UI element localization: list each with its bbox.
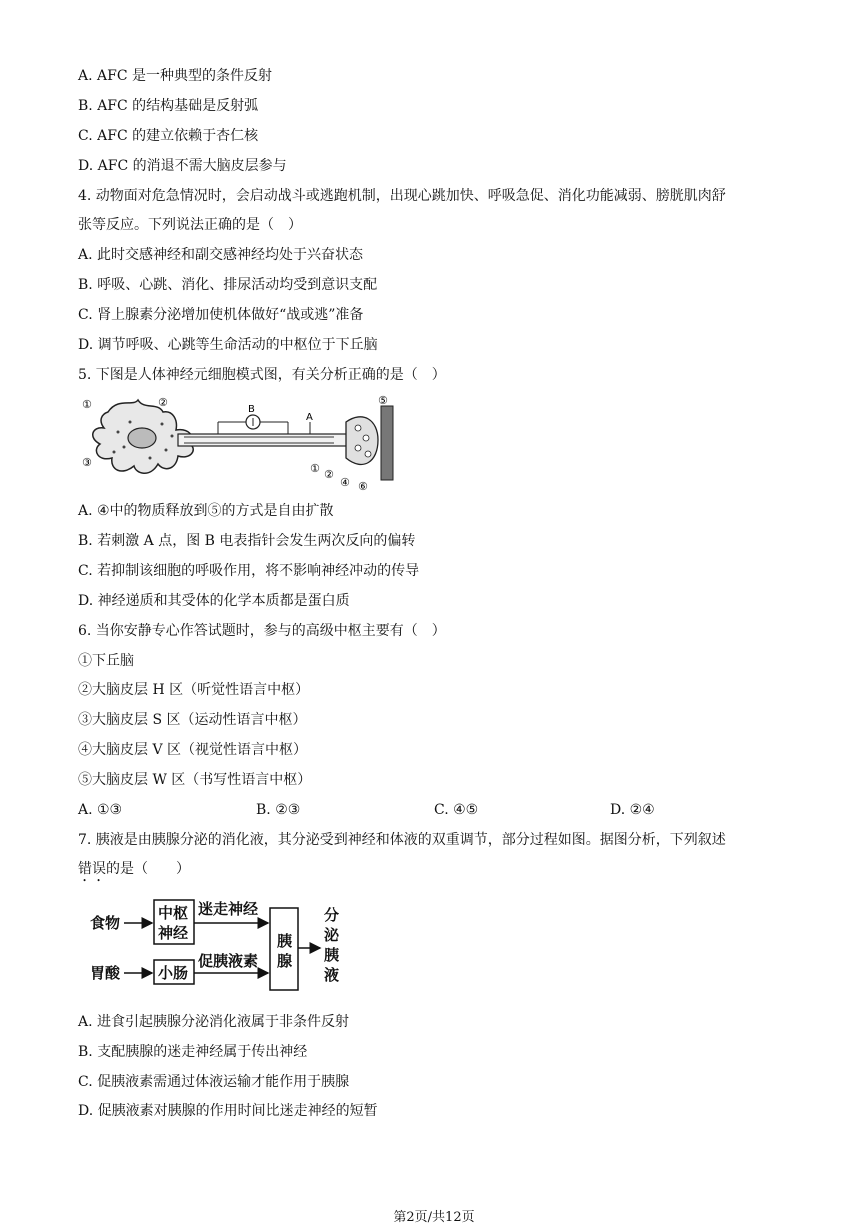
q6-item-5: ⑤大脑皮层 W 区（书写性语言中枢） bbox=[78, 772, 312, 788]
label-2-bottom: ② bbox=[324, 468, 334, 481]
q4-option-d: D. 调节呼吸、心跳等生命活动的中枢位于下丘脑 bbox=[78, 337, 378, 353]
axon bbox=[178, 434, 348, 446]
q5-option-b: B. 若刺激 A 点，图 B 电表指针会发生两次反向的偏转 bbox=[78, 533, 416, 549]
neuron-figure bbox=[78, 392, 394, 494]
food-label: 食物 bbox=[90, 914, 121, 932]
pancreas-label-1: 胰 bbox=[277, 932, 293, 950]
q5-option-a: A. ④中的物质释放到⑤的方式是自由扩散 bbox=[78, 503, 334, 519]
q6-item-2: ②大脑皮层 H 区（听觉性语言中枢） bbox=[78, 682, 310, 698]
page-footer: 第2页/共12页 bbox=[393, 1210, 475, 1225]
pancreas-label-2: 腺 bbox=[277, 952, 293, 970]
pancreas-regulation-diagram bbox=[90, 896, 360, 996]
q7-stem-rest: 的是（ ） bbox=[106, 861, 190, 877]
q4-option-a: A. 此时交感神经和副交感神经均处于兴奋状态 bbox=[78, 247, 364, 263]
q7-stem-line2 bbox=[78, 859, 190, 885]
intestine-label: 小肠 bbox=[158, 964, 189, 982]
label-1-top: ① bbox=[82, 398, 92, 411]
q5-stem: 5. 下图是人体神经元细胞模式图，有关分析正确的是（ ） bbox=[78, 367, 446, 383]
q6-option-c: C. ④⑤ bbox=[434, 802, 479, 818]
q6-item-1: ①下丘脑 bbox=[78, 653, 134, 669]
label-3: ③ bbox=[82, 456, 92, 469]
q6-item-3: ③大脑皮层 S 区（运动性语言中枢） bbox=[78, 712, 307, 728]
q5-option-d: D. 神经递质和其受体的化学本质都是蛋白质 bbox=[78, 593, 350, 609]
q6-option-a: A. ①③ bbox=[78, 802, 123, 818]
acid-label: 胃酸 bbox=[90, 964, 121, 982]
secrete-label-1: 分 bbox=[324, 906, 340, 924]
label-a: A bbox=[306, 412, 313, 423]
q4-stem-line1: 4. 动物面对危急情况时，会启动战斗或逃跑机制，出现心跳加快、呼吸急促、消化功能减弱、膀胱肌肉舒 bbox=[78, 188, 726, 204]
center-label-1: 中枢 bbox=[158, 904, 189, 922]
label-6: ⑥ bbox=[358, 480, 368, 493]
q6-option-b: B. ②③ bbox=[256, 802, 301, 818]
q6-option-d: D. ②④ bbox=[610, 802, 655, 818]
secrete-label-4: 液 bbox=[324, 966, 340, 984]
q7-option-b: B. 支配胰腺的迷走神经属于传出神经 bbox=[78, 1044, 308, 1060]
neuron-nucleus bbox=[128, 428, 156, 448]
q4-stem-line2: 张等反应。下列说法正确的是（ ） bbox=[78, 217, 302, 233]
secrete-label-3: 胰 bbox=[324, 946, 340, 964]
q3-option-c: C. AFC 的建立依赖于杏仁核 bbox=[78, 128, 259, 144]
q6-item-4: ④大脑皮层 V 区（视觉性语言中枢） bbox=[78, 742, 308, 758]
axon-terminal bbox=[346, 417, 378, 465]
q7-emphasis: 错误 bbox=[78, 861, 106, 877]
label-2-top: ② bbox=[158, 396, 168, 409]
center-label-2: 神经 bbox=[158, 924, 189, 942]
label-5: ⑤ bbox=[378, 394, 388, 407]
q7-option-a: A. 进食引起胰腺分泌消化液属于非条件反射 bbox=[78, 1014, 350, 1030]
q6-stem: 6. 当你安静专心作答试题时，参与的高级中枢主要有（ ） bbox=[78, 623, 446, 639]
secretin-label: 促胰液素 bbox=[198, 952, 259, 970]
q5-option-c: C. 若抑制该细胞的呼吸作用，将不影响神经冲动的传导 bbox=[78, 563, 420, 579]
q3-option-a: A. AFC 是一种典型的条件反射 bbox=[78, 68, 272, 84]
q7-option-d: D. 促胰液素对胰腺的作用时间比迷走神经的短暂 bbox=[78, 1103, 378, 1119]
postsynaptic-membrane bbox=[381, 406, 393, 480]
q3-option-d: D. AFC 的消退不需大脑皮层参与 bbox=[78, 158, 287, 174]
label-b: B bbox=[248, 404, 255, 415]
q7-stem-line1: 7. 胰液是由胰腺分泌的消化液，其分泌受到神经和体液的双重调节，部分过程如图。据图分析，下列叙述 bbox=[78, 832, 726, 848]
q3-option-b: B. AFC 的结构基础是反射弧 bbox=[78, 98, 259, 114]
label-1-bottom: ① bbox=[310, 462, 320, 475]
secrete-label-2: 泌 bbox=[324, 926, 340, 944]
q4-option-c: C. 肾上腺素分泌增加使机体做好“战或逃”准备 bbox=[78, 307, 364, 323]
q7-option-c: C. 促胰液素需通过体液运输才能作用于胰腺 bbox=[78, 1074, 350, 1090]
vagus-label: 迷走神经 bbox=[198, 900, 259, 918]
label-4: ④ bbox=[340, 476, 350, 489]
q4-option-b: B. 呼吸、心跳、消化、排尿活动均受到意识支配 bbox=[78, 277, 378, 293]
